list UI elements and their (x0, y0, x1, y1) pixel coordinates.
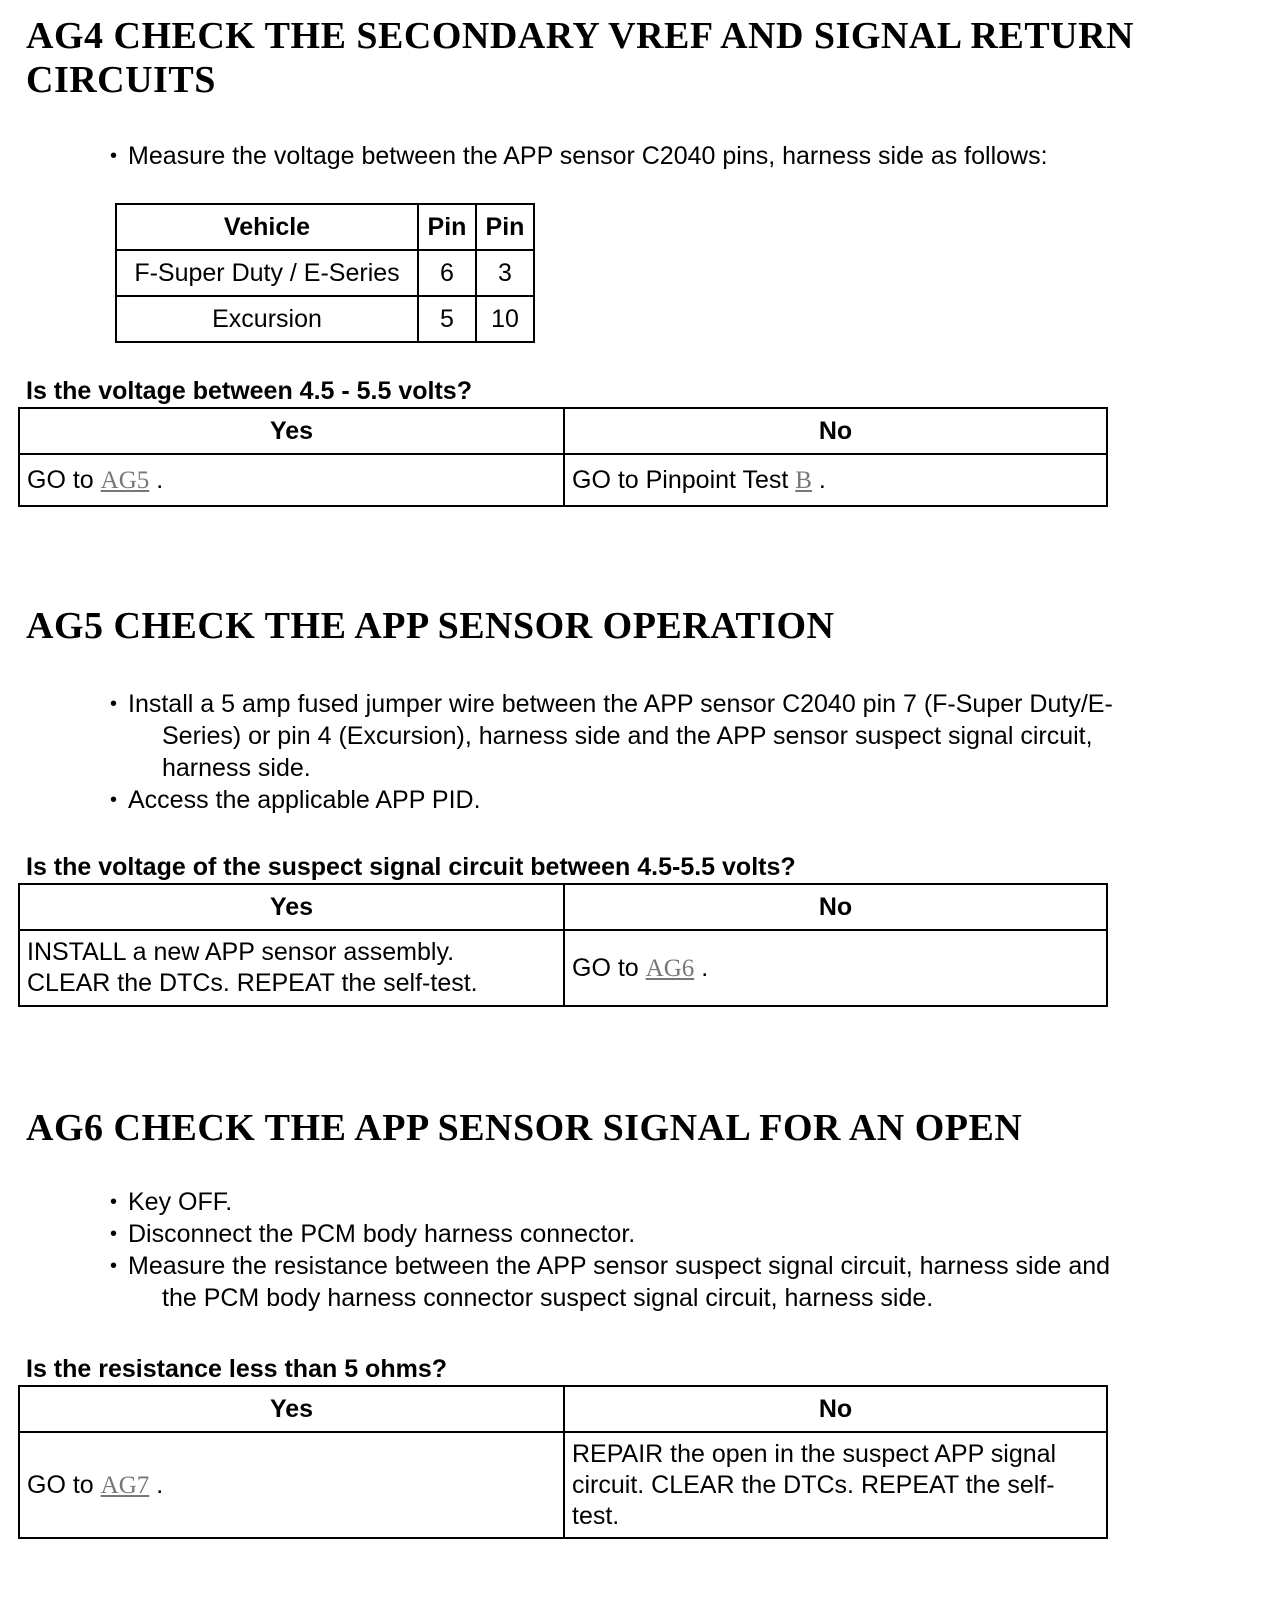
ag6-decision-header-row (19, 1386, 1107, 1432)
ag5-bullet-1-line2: Series) or pin 4 (Excursion), harness side and the APP sensor suspect signal circuit, (162, 722, 1093, 750)
ag5-bullet-1-line3: harness side. (162, 754, 311, 782)
ag6-bullet-3 (110, 1250, 1250, 1314)
ag5-decision-table (18, 883, 1108, 1007)
ag4-no-header: No (564, 408, 1107, 454)
ag5-no-cell (564, 930, 1107, 1006)
ag6-decision-table (18, 1385, 1108, 1539)
ag4-decision-row (19, 454, 1107, 506)
ag5-instructions (110, 688, 1250, 816)
ag5-decision-header-row (19, 884, 1107, 930)
ag4-instructions (110, 140, 1250, 172)
ag5-title: AG5 CHECK THE APP SENSOR OPERATION (26, 605, 835, 647)
pin-table-header-pin-b: Pin (476, 204, 534, 250)
pin-table-pin-b: 3 (476, 250, 534, 296)
ag4-no-prefix: GO to Pinpoint Test (572, 465, 789, 494)
ag6-no-header: No (564, 1386, 1107, 1432)
ag5-yes-header: Yes (19, 884, 564, 930)
ag4-title-line1: AG4 CHECK THE SECONDARY VREF AND SIGNAL RETURN (26, 15, 1135, 57)
ag6-yes-header: Yes (19, 1386, 564, 1432)
ag5-decision-row (19, 930, 1107, 1006)
ag4-yes-prefix: GO to (27, 465, 94, 494)
ag4-bullet-1: • Measure the voltage between the APP sensor C2040 pins, harness side as follows: (110, 140, 1250, 172)
ag4-yes-header: Yes (19, 408, 564, 454)
pin-table-vehicle: F-Super Duty / E-Series (116, 250, 418, 296)
ag6-instructions (110, 1186, 1250, 1314)
ag6-no-cell (564, 1432, 1107, 1538)
ag5-no-suffix: . (701, 953, 709, 982)
ag6-yes-cell (19, 1432, 564, 1538)
pinpoint-test-b-link[interactable]: B (795, 466, 812, 494)
ag5-no-header: No (564, 884, 1107, 930)
ag6-yes-prefix: GO to (27, 1470, 94, 1499)
ag4-yes-suffix: . (156, 465, 164, 494)
table-row (116, 250, 534, 296)
ag4-no-cell (564, 454, 1107, 506)
ag6-no-line2: circuit. CLEAR the DTCs. REPEAT the self- (572, 1470, 1055, 1499)
ag5-bullet-1-line1: Install a 5 amp fused jumper wire between the APP sensor C2040 pin 7 (F-Super Duty/E- (128, 690, 1113, 718)
pin-table-pin-a: 5 (418, 296, 476, 342)
ag6-question: Is the resistance less than 5 ohms? (26, 1355, 447, 1383)
ag6-bullet-2: • Disconnect the PCM body harness connector. (110, 1218, 1250, 1250)
ag5-yes-cell (19, 930, 564, 1006)
pin-table-header-row (116, 204, 534, 250)
ag6-bullet-3-line2: the PCM body harness connector suspect signal circuit, harness side. (162, 1284, 934, 1312)
ag5-yes-line2: CLEAR the DTCs. REPEAT the self-test. (27, 969, 478, 997)
ag6-title: AG6 CHECK THE APP SENSOR SIGNAL FOR AN OPEN (26, 1107, 1023, 1149)
ag6-yes-suffix: . (156, 1470, 164, 1499)
ag5-question: Is the voltage of the suspect signal circuit between 4.5-5.5 volts? (26, 853, 796, 881)
ag4-title-line2: CIRCUITS (26, 59, 216, 101)
ag6-no-line3: test. (572, 1501, 620, 1530)
ag6-decision-row (19, 1432, 1107, 1538)
ag5-bullet-1 (110, 688, 1250, 784)
pin-table (115, 203, 535, 343)
ag6-bullet-1: • Key OFF. (110, 1186, 1250, 1218)
ag4-title (26, 14, 1134, 102)
pin-table-vehicle: Excursion (116, 296, 418, 342)
ag4-yes-cell (19, 454, 564, 506)
pin-table-header-vehicle: Vehicle (116, 204, 418, 250)
ag5-no-prefix: GO to (572, 953, 639, 982)
ag4-no-suffix: . (818, 465, 826, 494)
ag7-link[interactable]: AG7 (100, 1471, 150, 1499)
table-row (116, 296, 534, 342)
ag6-bullet-3-line1: Measure the resistance between the APP sensor suspect signal circuit, harness side and (128, 1252, 1111, 1280)
ag5-bullet-2: • Access the applicable APP PID. (110, 784, 1250, 816)
ag5-yes-line1: INSTALL a new APP sensor assembly. (27, 938, 455, 966)
pin-table-pin-b: 10 (476, 296, 534, 342)
ag4-question: Is the voltage between 4.5 - 5.5 volts? (26, 377, 472, 405)
ag6-no-line1: REPAIR the open in the suspect APP signal (572, 1439, 1057, 1468)
pin-table-header-pin-a: Pin (418, 204, 476, 250)
ag5-link[interactable]: AG5 (100, 466, 150, 494)
ag4-decision-header-row (19, 408, 1107, 454)
ag4-decision-table (18, 407, 1108, 507)
pin-table-pin-a: 6 (418, 250, 476, 296)
ag6-link[interactable]: AG6 (645, 954, 695, 982)
